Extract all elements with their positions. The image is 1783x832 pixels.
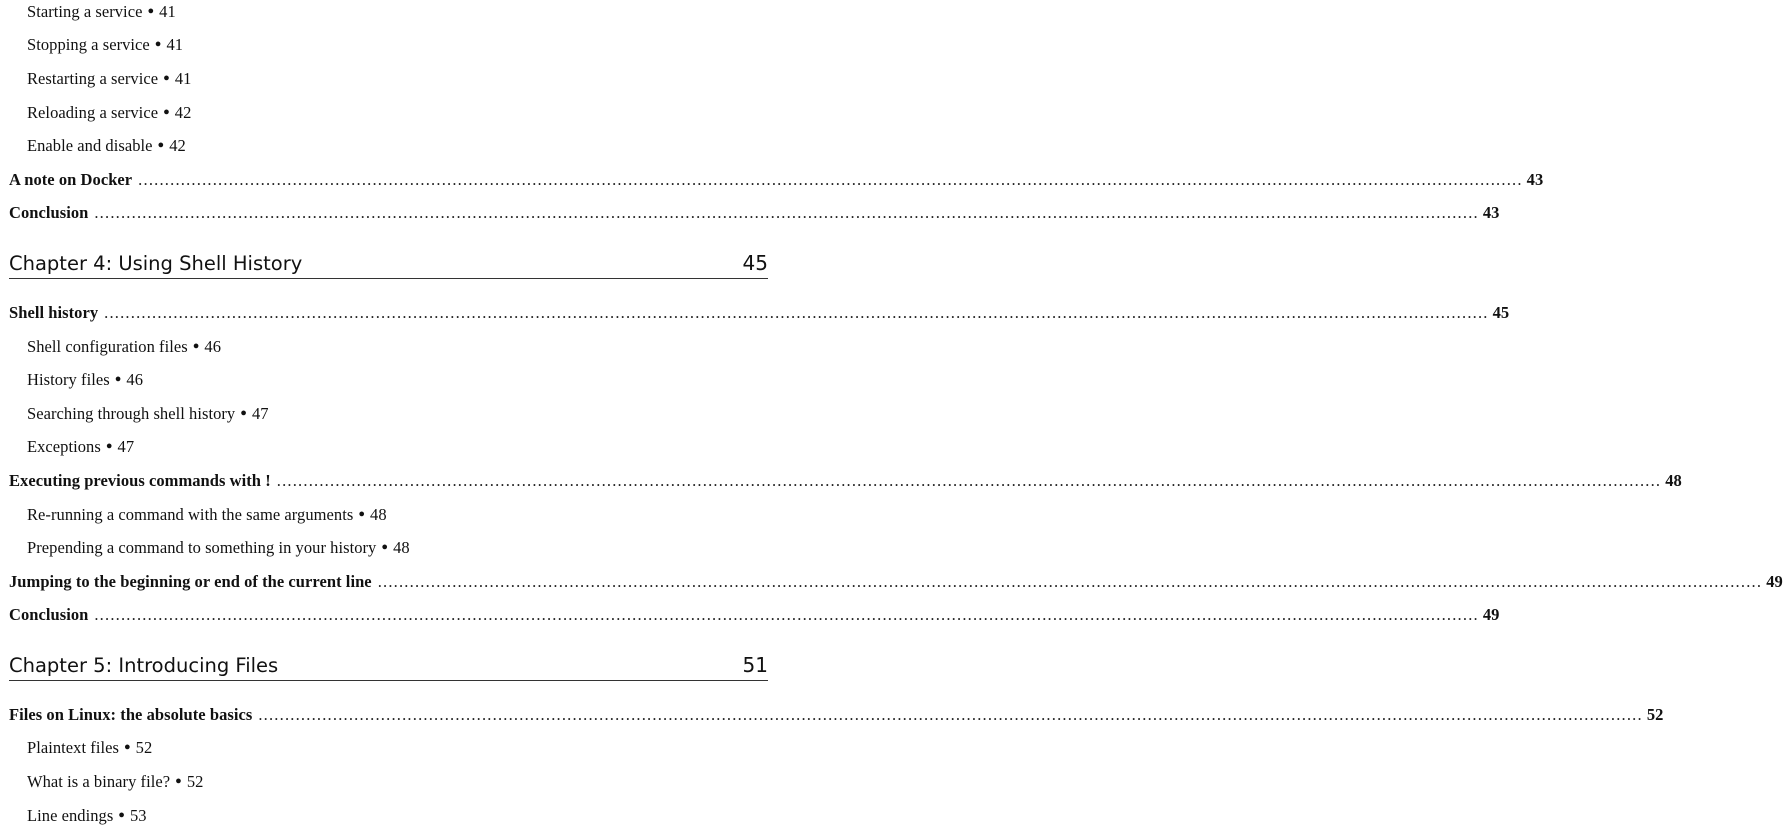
subsection-title: What is a binary file?	[27, 772, 171, 792]
section-title: A note on Docker	[9, 169, 133, 189]
toc-subsection-entry[interactable]	[0, 129, 800, 163]
chapter-heading[interactable]	[0, 632, 800, 698]
subsection-page-number: 47	[251, 403, 269, 423]
subsection-title: History files	[27, 370, 110, 390]
bullet-separator-icon: ●	[163, 71, 170, 84]
toc-section-entry[interactable]	[0, 163, 1544, 197]
bullet-separator-icon: ●	[381, 541, 389, 554]
bullet-separator-icon: ●	[175, 775, 182, 788]
toc-subsection-entry[interactable]	[0, 498, 800, 532]
section-page-number: 52	[1646, 704, 1664, 724]
bullet-separator-icon: ●	[157, 139, 165, 152]
toc-section-entry[interactable]	[0, 197, 1500, 231]
subsection-page-number: 41	[166, 35, 184, 55]
subsection-title: Shell configuration files	[27, 336, 188, 356]
bullet-separator-icon: ●	[163, 105, 170, 118]
section-page-number: 48	[1665, 470, 1682, 490]
subsection-page-number: 52	[186, 772, 204, 792]
subsection-title: Plaintext files	[27, 738, 119, 758]
subsection-page-number: 48	[393, 538, 410, 558]
toc-subsection-entry[interactable]	[0, 29, 800, 63]
chapter-heading[interactable]	[0, 230, 800, 296]
dot-leader: ....................................................................................................................................................................................................................................................................	[276, 470, 1662, 490]
toc-subsection-entry[interactable]	[0, 363, 800, 397]
subsection-title: Prepending a command to something in your history	[27, 538, 377, 558]
section-title: Shell history	[9, 302, 99, 322]
toc-subsection-entry[interactable]	[0, 431, 800, 465]
toc-subsection-entry[interactable]	[0, 96, 800, 130]
section-page-number: 45	[1492, 302, 1510, 322]
dot-leader: ....................................................................................................................................................................................................................................................................	[94, 605, 1479, 625]
bullet-separator-icon: ●	[118, 808, 125, 821]
toc-section-entry[interactable]	[0, 565, 1783, 599]
section-title: Files on Linux: the absolute basics	[9, 704, 253, 724]
section-title: Jumping to the beginning or end of the current line	[9, 571, 372, 591]
chapter-page-number: 51	[742, 653, 768, 678]
toc-subsection-entry[interactable]	[0, 62, 800, 96]
subsection-page-number: 41	[159, 1, 176, 21]
bullet-separator-icon: ●	[105, 440, 113, 453]
subsection-title: Reloading a service	[27, 102, 159, 122]
dot-leader: ....................................................................................................................................................................................................................................................................	[377, 571, 1763, 591]
subsection-page-number: 48	[370, 504, 387, 524]
subsection-page-number: 52	[135, 738, 153, 758]
subsection-title: Exceptions	[27, 437, 101, 457]
section-page-number: 43	[1526, 169, 1544, 189]
chapter-page-number: 45	[742, 251, 768, 276]
chapter-title: Chapter 5: Introducing Files	[9, 653, 279, 677]
toc-subsection-entry[interactable]	[0, 765, 800, 799]
dot-leader: ....................................................................................................................................................................................................................................................................	[258, 704, 1643, 724]
section-title: Conclusion	[9, 203, 89, 223]
subsection-title: Enable and disable	[27, 136, 153, 156]
subsection-page-number: 46	[204, 336, 222, 356]
dot-leader: ....................................................................................................................................................................................................................................................................	[94, 203, 1479, 223]
bullet-separator-icon: ●	[154, 38, 162, 51]
subsection-page-number: 46	[126, 370, 143, 390]
subsection-page-number: 42	[169, 136, 186, 156]
toc-subsection-entry[interactable]	[0, 0, 800, 29]
section-title: Conclusion	[9, 605, 89, 625]
toc-subsection-entry[interactable]	[0, 732, 800, 766]
subsection-title: Starting a service	[27, 1, 143, 21]
subsection-page-number: 42	[174, 102, 192, 122]
section-page-number: 43	[1482, 203, 1500, 223]
bullet-separator-icon: ●	[114, 373, 122, 386]
subsection-page-number: 47	[117, 437, 135, 457]
toc-section-entry[interactable]	[0, 464, 1682, 498]
bullet-separator-icon: ●	[147, 4, 155, 17]
bullet-separator-icon: ●	[358, 507, 366, 520]
bullet-separator-icon: ●	[192, 339, 200, 352]
section-title: Executing previous commands with !	[9, 470, 271, 490]
section-page-number: 49	[1482, 605, 1500, 625]
subsection-title: Stopping a service	[27, 35, 150, 55]
toc-subsection-entry[interactable]	[0, 799, 800, 832]
subsection-page-number: 41	[174, 68, 192, 88]
chapter-title: Chapter 4: Using Shell History	[9, 251, 303, 275]
section-page-number: 49	[1766, 571, 1783, 591]
toc-subsection-entry[interactable]	[0, 397, 800, 431]
dot-leader: ....................................................................................................................................................................................................................................................................	[104, 302, 1489, 322]
toc-subsection-entry[interactable]	[0, 330, 800, 364]
dot-leader: ....................................................................................................................................................................................................................................................................	[138, 169, 1523, 189]
bullet-separator-icon: ●	[123, 741, 131, 754]
toc-subsection-entry[interactable]	[0, 531, 800, 565]
subsection-title: Line endings	[27, 805, 114, 825]
subsection-title: Re-running a command with the same arguments	[27, 504, 354, 524]
subsection-title: Searching through shell history	[27, 403, 236, 423]
subsection-title: Restarting a service	[27, 68, 159, 88]
toc-section-entry[interactable]	[0, 599, 1500, 633]
toc-section-entry[interactable]	[0, 698, 1664, 732]
subsection-page-number: 53	[130, 805, 147, 825]
toc-section-entry[interactable]	[0, 296, 1510, 330]
bullet-separator-icon: ●	[240, 406, 247, 419]
